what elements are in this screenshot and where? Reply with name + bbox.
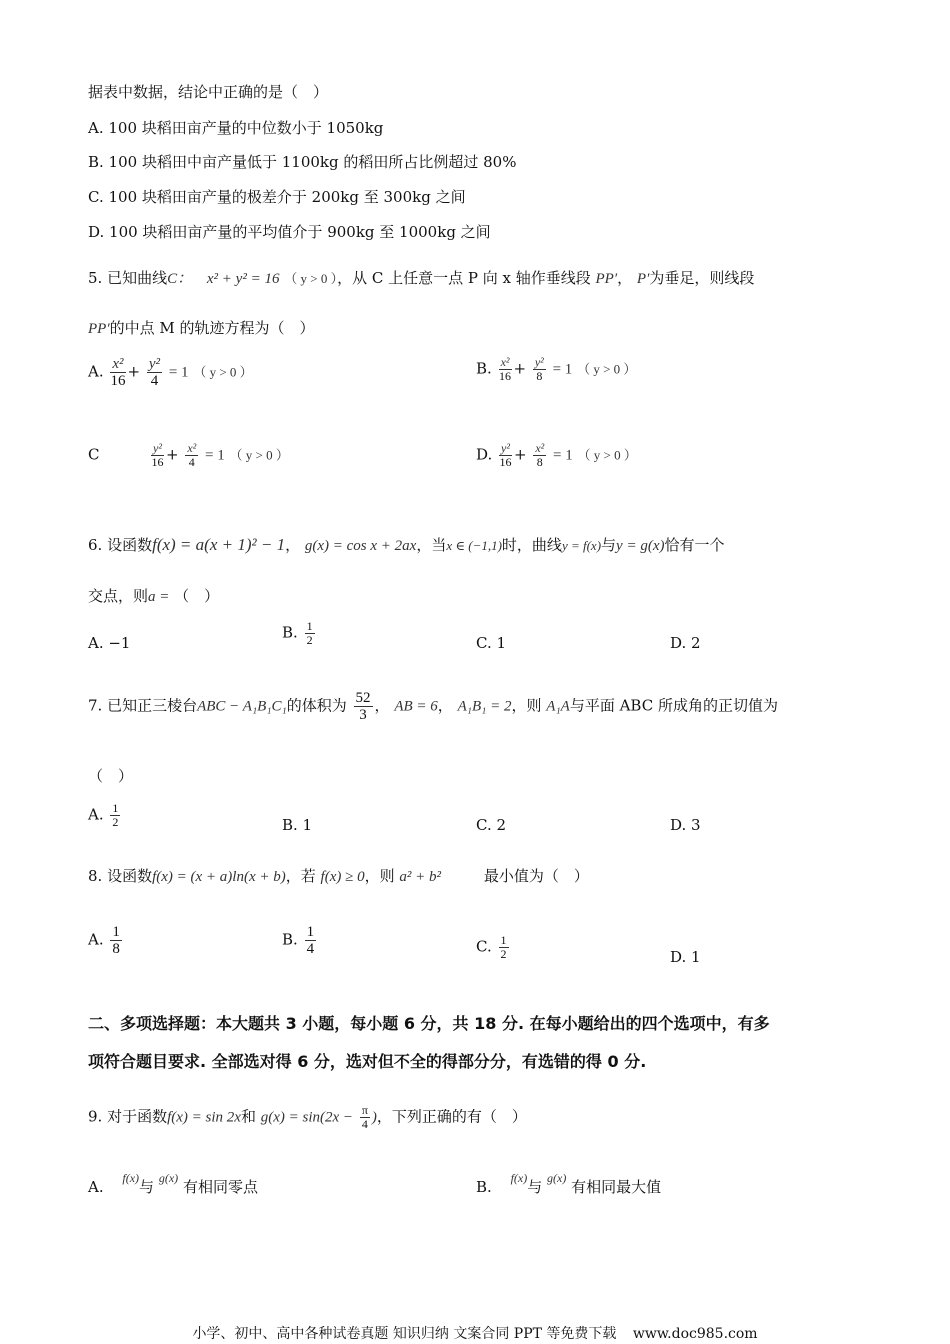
q7-paren: （ ） — [88, 767, 134, 785]
fraction: $\frac{\text{x²}}{4}$ — [187, 441, 197, 469]
q5-stem: 5. 已知曲线C： x² + y² = 16 （ y > 0 ），从 C 上任意一点 P 向 x 轴作垂线段 PP′， P′为垂足，则线段 — [88, 269, 755, 287]
q6-option-b: B. $\frac{1}{2}$ — [282, 619, 313, 647]
fraction: $\frac{1}{2}$ — [500, 933, 507, 961]
q7-option-c: C. 2 — [476, 816, 507, 834]
fraction: $\frac{\text{y²}}{16}$ — [499, 441, 512, 469]
q9-stem: 9. 对于函数f(x) = sin 2x和 g(x) = sin(2x − $\frac{\pi}{4}$ )，下列正确的有（ ） — [88, 1103, 527, 1131]
fraction: $\frac{\pi}{4}$ — [361, 1103, 368, 1131]
q5-option-a: A. $\frac{\text{x²}}{16}$ + $\frac{\text{y²}}{4}$ = 1 （ y > 0 ） — [88, 356, 253, 389]
fraction: $\frac{1}{4}$ — [306, 924, 315, 957]
q7-option-d: D. 3 — [670, 816, 701, 834]
fraction: $\frac{\text{x²}}{16}$ — [499, 355, 512, 383]
q4-option-b: B. 100 块稻田中亩产量低于 1100kg 的稻田所占比例超过 80% — [88, 153, 517, 171]
footer-site-link[interactable]: www.doc985.com — [632, 1326, 758, 1342]
q8-option-b: B. $\frac{1}{4}$ — [282, 924, 315, 957]
q5-option-c: C $\frac{\text{y²}}{16}$ + $\frac{\text{x²}}{4}$ = 1 （ y > 0 ） — [88, 441, 289, 469]
fraction: $\frac{1}{2}$ — [306, 619, 313, 647]
fraction: $\frac{1}{8}$ — [112, 924, 120, 957]
q6-option-d: D. 2 — [670, 634, 701, 652]
page-footer — [0, 1323, 950, 1343]
fraction: $\frac{1}{2}$ — [112, 801, 119, 829]
q9-option-a: A. $^{f(x)}$与 $^{g(x)}$ 有相同零点 — [88, 1171, 258, 1196]
q6-option-c: C. 1 — [476, 634, 507, 652]
q9-option-b: B. $^{f(x)}$与 $^{g(x)}$ 有相同最大值 — [476, 1171, 662, 1196]
q6-option-a: A. −1 — [88, 634, 131, 652]
fraction: $\frac{\text{y²}}{4}$ — [148, 356, 161, 389]
q7-stem: 7. 已知正三棱台ABC − A₁B₁C₁的体积为 $\frac{52}{3}$ ， AB = 6， A₁B₁ = 2，则 A₁A与平面 ABC 所成角的正切值为 — [88, 690, 778, 723]
fraction: $\frac{52}{3}$ — [355, 690, 371, 723]
fraction: $\frac{\text{y²}}{8}$ — [534, 355, 544, 383]
q4-option-d: D. 100 块稻田亩产量的平均值介于 900kg 至 1000kg 之间 — [88, 223, 491, 241]
q5-option-d: D. $\frac{\text{y²}}{16}$ + $\frac{\text{x²}}{8}$ = 1 （ y > 0 ） — [476, 441, 637, 469]
q8-option-d: D. 1 — [670, 948, 701, 966]
q5-option-b: B. $\frac{\text{x²}}{16}$ + $\frac{\text{y²}}{8}$ = 1 （ y > 0 ） — [476, 355, 637, 383]
q7-option-b: B. 1 — [282, 816, 313, 834]
fraction: $\frac{\text{x²}}{16}$ — [110, 356, 126, 389]
q6-stem-line2: 交点，则a = （ ） — [88, 587, 220, 605]
q8-stem: 8. 设函数f(x) = (x + a)ln(x + b)，若 f(x) ≥ 0，则 a² + b² 最小值为（ ） — [88, 867, 589, 885]
q4-stem: 据表中数据，结论中正确的是（ ） — [88, 83, 329, 101]
q4-option-a: A. 100 块稻田亩产量的中位数小于 1050kg — [88, 119, 384, 137]
q8-option-a: A. $\frac{1}{8}$ — [88, 924, 120, 957]
fraction: $\frac{\text{y²}}{16}$ — [151, 441, 164, 469]
q8-option-c: C. $\frac{1}{2}$ — [476, 933, 507, 961]
section-2-heading: 二、多项选择题：本大题共 3 小题，每小题 6 分，共 18 分. 在每小题给出的四个选项中，有多 — [88, 1014, 770, 1033]
section-2-heading-line2: 项符合题目要求. 全部选对得 6 分，选对但不全的得部分分，有选错的得 0 分. — [88, 1052, 647, 1071]
footer-text: 小学、初中、高中各种试卷真题 知识归纳 文案合同 PPT 等免费下载 — [192, 1326, 617, 1342]
q5-equation: x² + y² = 16 — [206, 271, 280, 287]
q4-option-c: C. 100 块稻田亩产量的极差介于 200kg 至 300kg 之间 — [88, 188, 466, 206]
q5-stem-line2: PP′的中点 M 的轨迹方程为（ ） — [88, 319, 315, 337]
fraction: $\frac{\text{x²}}{8}$ — [535, 441, 545, 469]
q6-stem: 6. 设函数f(x) = a(x + 1)² − 1， g(x) = cos x + 2ax，当x ∈ (−1,1)时，曲线y = f(x)与y = g(x)恰有一个 — [88, 535, 725, 554]
q7-option-a: A. $\frac{1}{2}$ — [88, 801, 119, 829]
